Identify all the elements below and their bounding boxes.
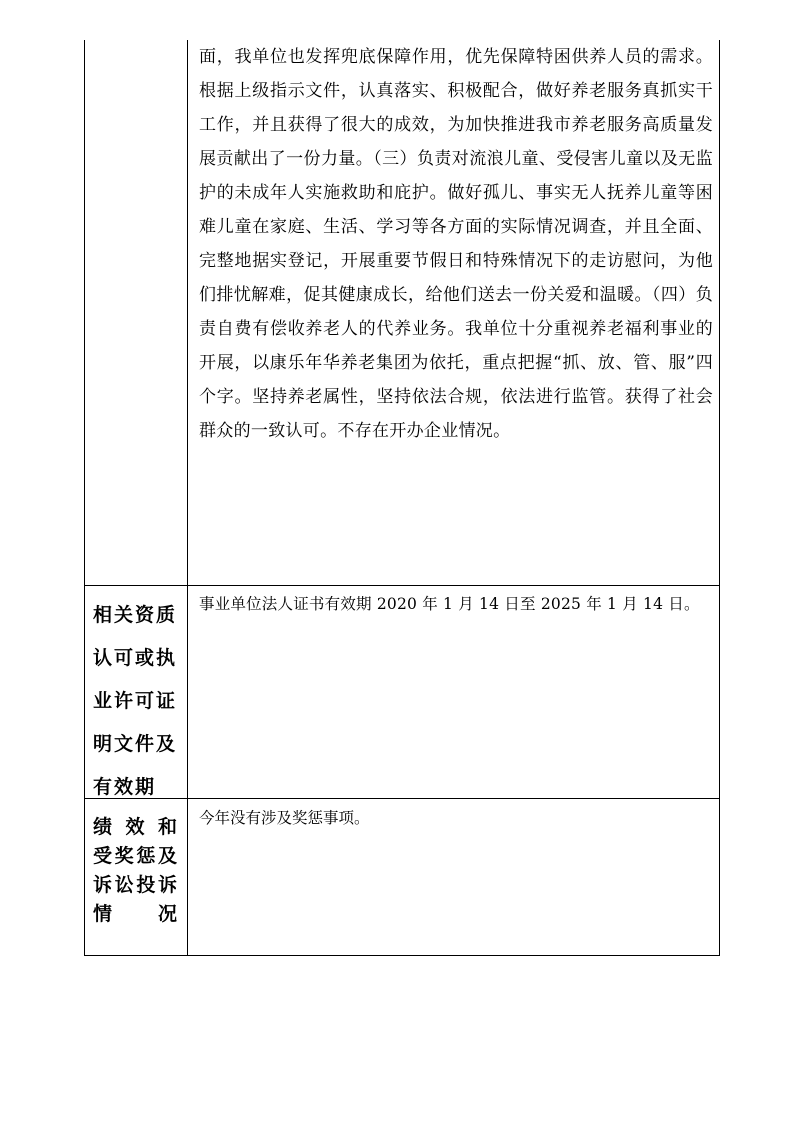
label-char: 和 [157, 816, 179, 838]
label-char: 诉 [93, 874, 115, 896]
performance-content-cell [188, 799, 719, 955]
label-char: 绩 [93, 816, 115, 838]
performance-text: 今年没有涉及奖惩事项。 [199, 809, 370, 827]
label-char: 讼 [114, 874, 136, 896]
performance-label-line [93, 842, 179, 871]
license-label-line: 相关资质 [93, 604, 178, 626]
label-char: 投 [136, 874, 158, 896]
label-char: 及 [157, 845, 179, 867]
performance-label-line [93, 813, 179, 842]
label-char: 效 [125, 816, 147, 838]
performance-row [85, 798, 719, 955]
license-label-line: 明文件及 [93, 733, 178, 755]
license-content-cell [188, 586, 719, 798]
license-validity-text: 事业单位法人证书有效期 2020 年 1 月 14 日至 2025 年 1 月 14 日。 [199, 595, 700, 613]
label-char: 受 [93, 845, 115, 867]
performance-label-line [93, 871, 179, 900]
performance-label-line [93, 900, 179, 929]
business-scope-row [85, 40, 719, 585]
license-row [85, 585, 719, 798]
business-scope-text: 面，我单位也发挥兜底保障作用，优先保障特困供养人员的需求。根据上级指示文件，认真落实、积极配合，做好养老服务真抓实干工作，并且获得了很大的成效，为加快推进我市养老服务高质量发展贡献出了一份力量。（三）负责对流浪儿童、受侵害儿童以及无监护的未成年人实施救助和庇护。做好孤儿、事实无人抚养儿童等困难儿童在家庭、生活、学习等各方面的实际情况调查，并且全面、完整地据实登记，开展重要节假日和特殊情况下的走访慰问，为他们排忧解难，促其健康成长，给他们送去一份关爱和温暖。（四）负责自费有偿收养老人的代养业务。我单位十分重视养老福利事业的开展，以康乐年华养老集团为依托，重点把握“抓、放、管、服”四个字。坚持养老属性，坚持依法合规，依法进行监管。获得了社会群众的一致认可。不存在开办企业情况。 [199, 47, 713, 441]
business-scope-label-cell [85, 40, 188, 585]
business-scope-content-cell [188, 40, 719, 585]
report-table [84, 40, 720, 956]
license-label [85, 586, 188, 798]
license-label-line: 业许可证 [93, 690, 178, 712]
license-label-line: 认可或执 [93, 647, 178, 669]
label-char: 惩 [136, 845, 158, 867]
label-char: 诉 [157, 874, 179, 896]
label-char: 情 [93, 903, 115, 925]
license-label-line: 有效期 [93, 776, 157, 798]
label-char: 况 [157, 903, 179, 925]
performance-label [85, 799, 188, 955]
label-char: 奖 [114, 845, 136, 867]
